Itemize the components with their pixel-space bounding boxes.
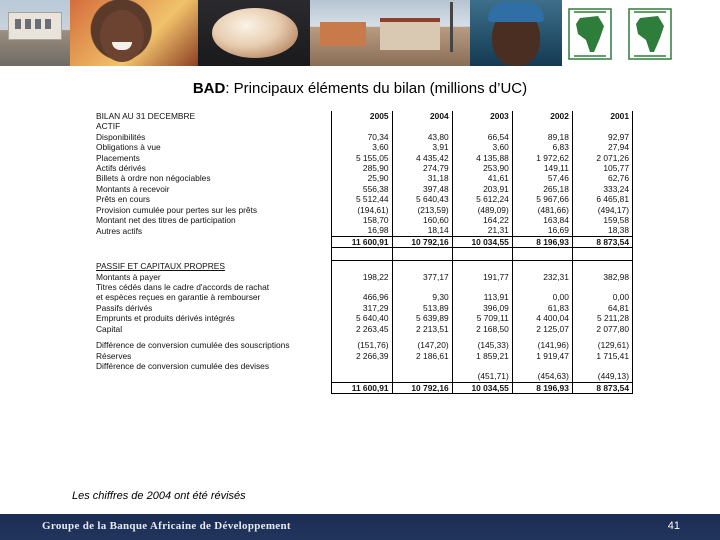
value-cell: 3,60 [332,142,392,152]
value-cell: (454,63) [512,371,572,382]
row-label: Actifs dérivés [96,163,146,174]
value-cell: 2 077,80 [572,324,632,334]
value-cell: (151,76) [332,340,392,350]
value-cell: 92,97 [572,132,632,142]
value-cell: 556,38 [332,184,392,194]
value-cell: 10 792,16 [392,382,452,393]
value-cell: 4 400,04 [512,313,572,323]
value-cell: 5 155,05 [332,153,392,163]
value-cell: 1 919,47 [512,351,572,361]
photo-building [0,0,70,66]
value-cell [452,282,512,292]
logo-area [562,0,720,66]
value-cell: 62,76 [572,173,632,183]
row-label: PASSIF ET CAPITAUX PROPRES [96,261,225,272]
value-cell [512,361,572,371]
table-row [93,153,633,163]
row-label: Différence de conversion cumulée des souscriptions [96,340,290,351]
row-label: Réserves [96,350,132,361]
total-row [93,382,633,393]
photo-cowrie-shell [198,0,310,66]
value-cell: 191,77 [452,272,512,282]
value-cell: 5 640,43 [392,194,452,204]
value-cell: 274,79 [392,163,452,173]
table-row [93,340,633,350]
value-cell: 1 972,62 [512,153,572,163]
value-cell: 8 873,54 [572,236,632,247]
value-cell: 2001 [572,111,632,121]
table-row [93,303,633,313]
table-row [93,272,633,282]
value-cell [392,361,452,371]
value-cell: 377,17 [392,272,452,282]
title-rest: : Principaux éléments du bilan (millions d’UC) [225,80,528,97]
section-row [93,261,633,272]
value-cell: 333,24 [572,184,632,194]
table-row [93,205,633,215]
afdb-logo-icon [568,8,612,60]
table-row [93,351,633,361]
table-row [93,225,633,236]
row-label: Obligations à vue [96,142,161,153]
row-label: Titres cédés dans le cadre d'accords de rachat [96,282,270,293]
value-cell: 11 600,91 [332,236,392,247]
value-cell: (129,61) [572,340,632,350]
value-cell [512,261,572,272]
table-row [93,194,633,204]
page-number: 41 [667,520,680,532]
value-cell: 64,81 [572,303,632,313]
value-cell: 89,18 [512,132,572,142]
value-cell [572,361,632,371]
value-cell: 265,18 [512,184,572,194]
row-label: et espèces reçues en garantie à rembourser [96,292,261,303]
row-label [93,382,332,393]
value-cell: 11 600,91 [332,382,392,393]
value-cell [332,282,392,292]
value-cell [392,371,452,382]
value-cell: 5 639,89 [392,313,452,323]
value-cell: 70,34 [332,132,392,142]
header-row [93,111,633,121]
value-cell: 5 512,44 [332,194,392,204]
row-label: Prêts en cours [96,194,150,205]
value-cell: 317,29 [332,303,392,313]
value-cell: 16,98 [332,225,392,236]
value-cell: 2 186,61 [392,351,452,361]
value-cell: 160,60 [392,215,452,225]
value-cell: (213,59) [392,205,452,215]
table-row [93,132,633,142]
value-cell: 2003 [452,111,512,121]
value-cell: 10 792,16 [392,236,452,247]
value-cell [452,261,512,272]
value-cell: 2 168,50 [452,324,512,334]
value-cell: 1 859,21 [452,351,512,361]
row-label: Montants à recevoir [96,183,170,194]
value-cell: 1 715,41 [572,351,632,361]
value-cell: 164,22 [452,215,512,225]
value-cell: (451,71) [452,371,512,382]
table-row [93,282,633,292]
page-title [0,80,720,97]
photo-child-smiling [70,0,198,66]
table-row [93,292,633,302]
row-label [93,371,332,382]
value-cell [332,371,392,382]
photo-street-scene [310,0,470,66]
value-cell: 41,61 [452,173,512,183]
photo-woman-portrait [470,0,562,66]
value-cell: (145,33) [452,340,512,350]
value-cell: 18,14 [392,225,452,236]
value-cell: 198,22 [332,272,392,282]
value-cell: 2 263,45 [332,324,392,334]
value-cell [572,121,632,131]
value-cell: 382,98 [572,272,632,282]
footer-brand: Groupe de la Banque Africaine de Développement [42,520,291,532]
value-cell: 3,60 [452,142,512,152]
row-label: Emprunts et produits dérivés intégrés [96,313,235,324]
value-cell: 61,83 [512,303,572,313]
value-cell: 5 211,28 [572,313,632,323]
value-cell: 2004 [392,111,452,121]
value-cell: 6 465,81 [572,194,632,204]
row-label: Montant net des titres de participation [96,215,236,226]
row-label [93,236,332,247]
value-cell: 5 640,40 [332,313,392,323]
value-cell [392,282,452,292]
afdb-logo-icon-2 [628,8,672,60]
value-cell: 232,31 [512,272,572,282]
value-cell: (449,13) [572,371,632,382]
value-cell: 5 709,11 [452,313,512,323]
value-cell: 9,30 [392,292,452,302]
value-cell: 27,94 [572,142,632,152]
value-cell: (494,17) [572,205,632,215]
value-cell: 0,00 [572,292,632,302]
value-cell: 8 196,93 [512,382,572,393]
value-cell: 3,91 [392,142,452,152]
value-cell: 4 135,88 [452,153,512,163]
value-cell: 0,00 [512,292,572,302]
row-label: BILAN AU 31 DECEMBRE [96,111,196,121]
value-cell: (194,61) [332,205,392,215]
value-cell: 18,38 [572,225,632,236]
value-cell [512,121,572,131]
row-label: Passifs dérivés [96,302,153,313]
table-row [93,361,633,371]
value-cell: 6,83 [512,142,572,152]
row-label: Placements [96,152,140,163]
photo-banner [0,0,720,66]
total-row [93,236,633,247]
value-cell: 2 266,39 [332,351,392,361]
value-cell: 2002 [512,111,572,121]
value-cell: (147,20) [392,340,452,350]
footer-bar [0,514,720,540]
value-cell [332,361,392,371]
value-cell: 203,91 [452,184,512,194]
row-label: Provision cumulée pour pertes sur les prêts [96,204,258,215]
value-cell: 285,90 [332,163,392,173]
value-cell: 10 034,55 [452,236,512,247]
value-cell: 4 435,42 [392,153,452,163]
table-row [93,173,633,183]
value-cell: 159,58 [572,215,632,225]
table-row [93,324,633,334]
row-label: Capital [96,323,123,334]
table-row [93,215,633,225]
value-cell [572,282,632,292]
value-cell: 158,70 [332,215,392,225]
revision-note: Les chiffres de 2004 ont été révisés [72,490,246,502]
table-row [93,184,633,194]
value-cell: 16,69 [512,225,572,236]
value-cell: 66,54 [452,132,512,142]
row-label: Disponibilités [96,131,146,142]
value-cell [452,361,512,371]
value-cell: 31,18 [392,173,452,183]
value-cell [512,282,572,292]
value-cell: 8 196,93 [512,236,572,247]
row-label: ACTIF [96,121,121,132]
value-cell: (489,09) [452,205,512,215]
value-cell [572,261,632,272]
title-bold: BAD [192,80,226,97]
table-row [93,371,633,382]
value-cell: (141,96) [512,340,572,350]
value-cell: 2 071,26 [572,153,632,163]
value-cell: 2 125,07 [512,324,572,334]
value-cell: 397,48 [392,184,452,194]
value-cell: 513,89 [392,303,452,313]
value-cell [332,261,392,272]
value-cell [452,121,512,131]
table-row [93,142,633,152]
row-label: Montants à payer [96,271,161,282]
value-cell: 2005 [332,111,392,121]
value-cell: 105,77 [572,163,632,173]
value-cell: 163,84 [512,215,572,225]
value-cell: 8 873,54 [572,382,632,393]
value-cell: 57,46 [512,173,572,183]
value-cell: 466,96 [332,292,392,302]
row-label: Autres actifs [96,225,143,236]
row-label: Billets à ordre non négociables [96,173,211,184]
value-cell: 253,90 [452,163,512,173]
value-cell [332,121,392,131]
value-cell: 149,11 [512,163,572,173]
value-cell: 25,90 [332,173,392,183]
value-cell: (481,66) [512,205,572,215]
value-cell: 5 612,24 [452,194,512,204]
value-cell: 2 213,51 [392,324,452,334]
table-row [93,163,633,173]
value-cell: 10 034,55 [452,382,512,393]
value-cell: 113,91 [452,292,512,302]
value-cell [392,121,452,131]
value-cell: 5 967,66 [512,194,572,204]
value-cell: 43,80 [392,132,452,142]
table-row [93,313,633,323]
value-cell: 21,31 [452,225,512,236]
balance-sheet-table [93,111,633,394]
section-row [93,121,633,131]
value-cell: 396,09 [452,303,512,313]
value-cell [392,261,452,272]
row-label: Différence de conversion cumulée des devises [96,360,270,371]
